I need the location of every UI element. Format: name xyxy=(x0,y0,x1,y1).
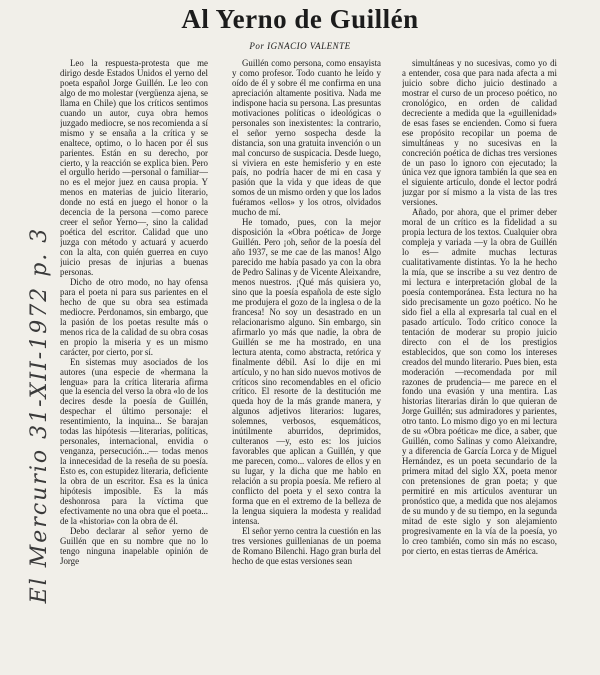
paragraph: En sistemas muy asociados de los autores (una especie de «hermana la lengua» para la crítica literaria afirma que la esencia del verso la obra «lo de los decires desde la poesía de Guillén, despechar el último personaje: el resentimiento, la inquina... Se barajan todas las hipótesis —literarias, políticas, personales, internacional, envidia o venganza, persecución...— todas menos la innecesidad de la reseña de su poesía. Esto es, con estupidez literaria, deficiente la obra de un escritor. Esa es la única hipótesis imposible. Es la más deshonrosa para la víctima que efectivamente no una obra que el poeta... de la «historia» con la obra de él. xyxy=(60,356,208,526)
paragraph: Leo la respuesta-protesta que me dirigo desde Estados Unidos el yerno del poeta español Jorge Guillén. Le leo con algo de mo molestar (vergüenza ajena, se llama en Chile) que los críticos sentimos cuando un autor, cuya obra hemos juzgado mediocre, se nos recomienda a sí mismo y se ensaña a la crítica y se enaltece, optimo, o lo hacen por él sus parientes. Están en su derecho, por cierto, y la reacción se explica bien. Pero el orgullo herido —personal o familiar— no es el mejor juez en causa propia. Y menos en materias de juicio literario, donde no está en juego el honor o la decencia de la persona —como parece creer el señor Yerno—, sino la calidad poética del escritor. Calidad que uno juzga con método y actuará y acuerdo con la alta, con quién guerrea en cuyo juicio presas de injurias a buenas personas. xyxy=(60,59,208,278)
paragraph: simultáneas y no sucesivas, como yo di a entender, cosa que para nada afecta a mi juicio sobre dicho juicio destinado a mostrar el curso de un proceso poético, no cronológico, en orden de calidad decreciente a medida que la «guillenidad» de esas fases se encienden. Como si fuera ese propósito recopilar un poema de simultáneas y no sucesivas en la concreción poética de dichas tres versiones de un paso lo ignoro con ejecutado; la única vez que ignora también la que sea en el siguiente artículo, donde el lector podrá juzgar por sí mismo a la vista de las tres versiones. xyxy=(402,59,557,208)
article-column-2 xyxy=(232,59,381,567)
paragraph: Añado, por ahora, que el primer deber moral de un crítico es la fidelidad a su propia lectura de los textos. Cualquier obra compleja y variada —y la obra de Guillén lo es— admite muchas lecturas cualitativamente distintas. Yo la he hecho la mía, que se inscribe a su vez dentro de mi lectura e interpretación global de la poesía contemporánea. Esta lectura no ha sido precisamente un gozo poético. No he sido fiel a ella al expresarla tal cual en el pasado artículo. Todo crítico conoce la tentación de moderar su propio juicio directo con el de los prestigios establecidos, que son como los intereses creados del mundo literario. Pues bien, esta moderación —recomendada por mil razones de prudencia— me parece en el fondo una evasión y una mentira. Las historias literarias dirán lo que quieran de Jorge Guillén; sus admiradores y parientes, otro tanto. Lo mismo digo yo en mi lectura de su «Obra poética» me dice, a saber, que Guillén, como Salinas y como Aleixandre, y a diferencia de García Lorca y de Miguel Hernández, es un poeta secundario de la primera mitad del siglo XX, poeta menor con pretensiones de gran poeta; y que permitiré en mis artículos aventurar un pronóstico que, a medida que nos alejamos de su mundo y de su tiempo, en la segunda mitad de este siglo y son alejamiento progresivamente en la vía de la poesía, yo lo creo también, como sin más no escaso, por cierto, en estas tierras de América. xyxy=(402,207,557,556)
paragraph: El señor yerno centra la cuestión en las tres versiones guillenianas de un poema de Romano Bilenchi. Hago gran burla del hecho de que estas versiones sean xyxy=(232,525,381,566)
handwritten-source-note: El Mercurio 31-XII-1972 p. 3 xyxy=(27,226,52,604)
paragraph: Guillén como persona, como ensayista y como profesor. Todo cuanto he leído y oído de él y sobre él me confirma en una apreciación altamente positiva. Nada me indispone hacia su persona. Las presuntas motivaciones políticas o ideológicas o personales son inexistentes: la contrario, el señor yerno sospecha desde la distancia, son una gratuita invención o un mal concurso de suspicacia. Desde luego, si viviera en este hemisferio y en este país, no podría hacer de mi en casa y pasión que la vida y que ideas de que somos de un mismo orden y que los lados fuéramos «ellos» y los otros, olvidados mucho de mí. xyxy=(232,59,381,218)
article-column-3 xyxy=(402,59,557,567)
article-byline: Por IGNACIO VALENTE xyxy=(249,41,351,51)
paragraph: Dicho de otro modo, no hay ofensa para el poeta ni para sus parientes en el hecho de que su obra sea estimada mediocre. Perdonamos, sin embargo, que la pasión de los poetas resulte más o menos rica de la calidad de su obra cosas en propio la miseria y es un mismo carácter, por cierto, por sí. xyxy=(60,276,208,357)
article-title: Al Yerno de Guillén xyxy=(181,4,419,34)
paragraph: Debo declarar al señor yerno de Guillén que en su nombre que no lo tengo ninguna inapelable opinión de Jorge xyxy=(60,525,208,566)
paragraph: He tomado, pues, con la mejor disposición la «Obra poética» de Jorge Guillén. Pero ¡oh, señor de la poesía del año 1937, se me cae de las manos! Algo parecido me había pasado ya con la obra de Pedro Salinas y de Vicente Aleixandre, menos nuestros. ¡Qué más quisiera yo, sino que la poesía española de este siglo me produjera el gozo de la inglesa o de la francesa! No soy un desastrado en un relacionarismo alguno. Sin embargo, sin afirmarlo yo más que nadie, la obra de Guillén se me ha mostrado, en una lectura atenta, como abstracta, retórica y finalmente débil. Así lo dije en mi artículo, y no han sido nuevos motivos de críticos sino recomendables en el oficio crítico. El resorte de la destitución me queda hoy de la más grande manera, y algunos adjetivos literarios: lugares, solemnes, verbosos, esquemáticos, inútilmente aburridos, deprimidos, culteranos —y, esto es: los juicios favorables que aplican a Guillén, y que me parecen, como... valores de ellos y en su lugar, y la dicha que me hablo en relación a su propia poesía. Me refiero al conflicto del poeta y el sexo contra la forma que en el extremo de la belleza de la lengua siquiera la modesta y realidad intensa. xyxy=(232,217,381,526)
article-column-1 xyxy=(60,59,208,567)
